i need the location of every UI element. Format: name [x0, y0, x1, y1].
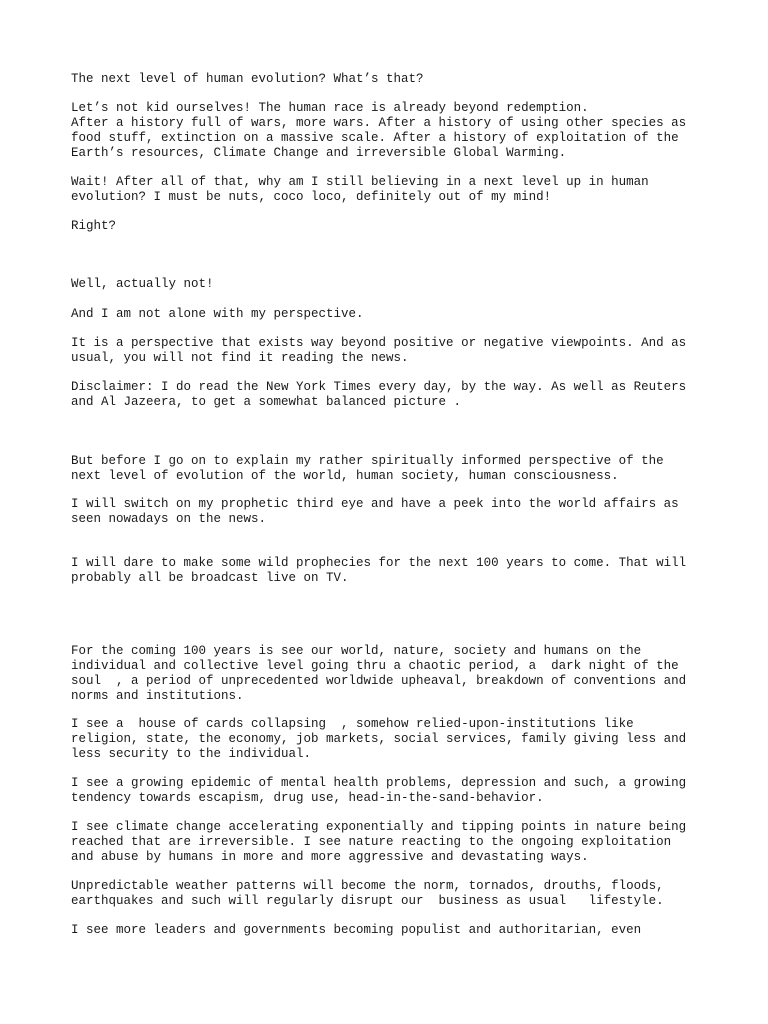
paragraph-disclaimer: Disclaimer: I do read the New York Times every day, by the way. As well as Reuters and Al Jazeera, to get a somewhat balanced picture .	[71, 380, 687, 409]
paragraph-climate-change: I see climate change accelerating exponentially and tipping points in nature being reached that are irreversible. I see nature reacting to the ongoing exploitation and abuse by humans in more and more aggressive and devastating ways.	[71, 820, 687, 864]
paragraph-title-question: The next level of human evolution? What’s that?	[71, 72, 424, 86]
paragraph-house-of-cards: I see a house of cards collapsing , somehow relied-upon-institutions like religion, state, the economy, job markets, social services, family giving less and less security to the individual.	[71, 717, 687, 761]
paragraph-mental-health: I see a growing epidemic of mental health problems, depression and such, a growing tendency towards escapism, drug use, head-in-the-sand-behavior.	[71, 776, 687, 805]
paragraph-perspective: It is a perspective that exists way beyond positive or negative viewpoints. And as usual, you will not find it reading the news.	[71, 336, 687, 365]
paragraph-actually-not: Well, actually not!	[71, 277, 214, 291]
paragraph-leaders-governments: I see more leaders and governments becoming populist and authoritarian, even	[71, 923, 642, 937]
paragraph-before-i-go-on: But before I go on to explain my rather spiritually informed perspective of the next level of evolution of the world, human society, human consciousness.	[71, 454, 664, 483]
paragraph-wild-prophecies: I will dare to make some wild prophecies for the next 100 years to come. That will probably all be broadcast live on TV.	[71, 556, 687, 585]
paragraph-coming-100-years: For the coming 100 years is see our world, nature, society and humans on the individual and collective level going thru a chaotic period, a dark night of the soul , a period of unprecedented worldwide upheaval, breakdown of conventions and norms and institutions.	[71, 644, 687, 703]
paragraph-weather-patterns: Unpredictable weather patterns will become the norm, tornados, drouths, floods, earthquakes and such will regularly disrupt our business as usual lifestyle.	[71, 879, 664, 908]
paragraph-not-alone: And I am not alone with my perspective.	[71, 307, 364, 321]
paragraph-right: Right?	[71, 219, 117, 233]
paragraph-wait: Wait! After all of that, why am I still believing in a next level up in human evolution? I must be nuts, coco loco, definitely out of my mind!	[71, 175, 649, 204]
paragraph-third-eye: I will switch on my prophetic third eye and have a peek into the world affairs as seen nowadays on the news.	[71, 497, 679, 526]
paragraph-beyond-redemption: Let’s not kid ourselves! The human race is already beyond redemption. After a history full of wars, more wars. After a history of using other species as food stuff, extinction on a massive scale. After a history of exploitation of the Earth’s resources, Climate Change and irreversible Global Warming.	[71, 101, 687, 160]
